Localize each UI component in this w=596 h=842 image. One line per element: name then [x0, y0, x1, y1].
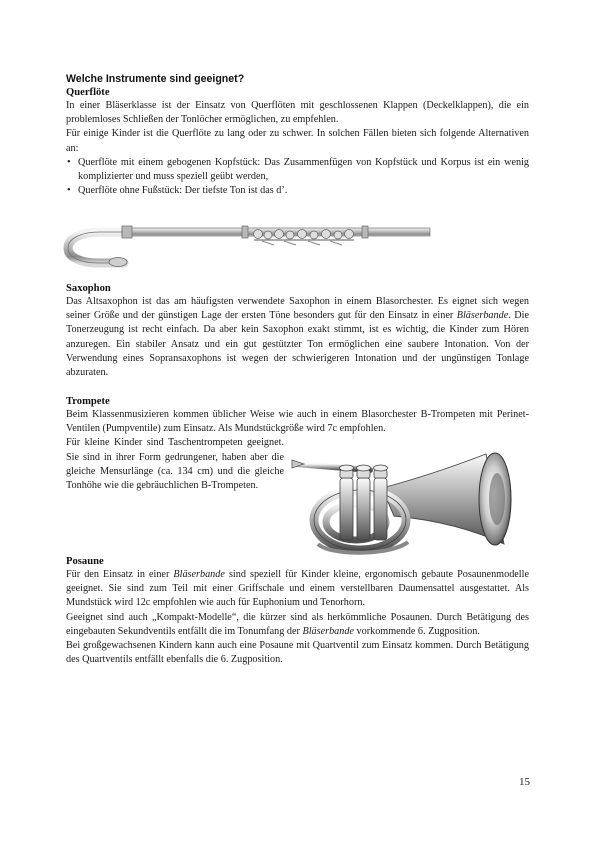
section-saxophone — [66, 282, 529, 380]
list-item: • Querflöte ohne Fußstück: Der tiefste Ton ist das d’. — [66, 184, 529, 198]
trombone-paragraph-1 — [66, 568, 529, 611]
emphasis-blaeserbande: Bläserbande — [302, 625, 354, 637]
text-span: vorkommende 6. Zugposition. — [353, 625, 480, 637]
page-number: 15 — [519, 776, 530, 788]
text-span: Für den Einsatz in einer — [66, 569, 174, 580]
flute-image — [62, 218, 434, 268]
section-flute — [66, 86, 529, 198]
flute-title: Querflöte — [66, 87, 110, 98]
text-span: Das Altsaxophon ist das am häufigsten verwendete Saxophon in einem Blasorchester. Es eignet sich wegen seiner Größe und der günstigen Lage der ersten Töne besonders gut für den Einsatz in einer — [66, 296, 529, 322]
text-span: sind speziell für Kinder kleine, ergonomisch gebaute Posaunenmodelle geeignet. Sie sind zum Teil mit einer Griffschale und einem verstellbaren Daumensattel ausgestattet. Als Mundstück wird 12c empfohlen wie auch für Euphonium und Tenorhorn. — [66, 569, 529, 609]
list-item: • Querflöte mit einem gebogenen Kopfstück: Das Zusammenfügen von Kopfstück und Korpus ist ein wenig komplizierter und muss speziell geübt werden, — [66, 156, 529, 184]
emphasis-blaeserbande: Bläserbande — [173, 569, 225, 580]
flute-alternatives-list — [66, 156, 529, 199]
trumpet-paragraph-2: Für kleine Kinder sind Taschentrompeten geeignet. Sie sind in ihrer Form gedrungener, haben aber die gleiche Mensurlänge (ca. 134 cm) und die gleiche Tonhöhe wie die gebräuchlichen B-Trompeten. — [66, 437, 284, 492]
trombone-paragraph-3: Bei großgewachsenen Kindern kann auch eine Posaune mit Quartventil zum Einsatz kommen. Durch Betätigung des Quartventils entfällt ebenfalls die 6. Zugposition. — [66, 640, 529, 666]
saxophone-paragraph — [66, 295, 529, 380]
text-span: . Die Tonerzeugung ist recht einfach. Da aber kein Saxophon exakt stimmt, ist es wichtig, die Kinder zum Hören anzuregen. Ein stabiler Ansatz und ein gut gestützter Ton ermöglichen eine saubere Intonation. Von der Verwendung eines Sopransaxophons ist wegen der schwierigeren Intonation und der ungünstigen Tonlage abzuraten. — [66, 310, 529, 379]
flute-paragraph-2: Für einige Kinder ist die Querflöte zu lang oder zu schwer. In solchen Fällen bieten sich folgende Alternativen an: — [66, 128, 529, 154]
trombone-paragraph-2 — [66, 611, 529, 639]
trumpet-title: Trompete — [66, 396, 110, 407]
section-trombone — [66, 555, 529, 667]
trumpet-paragraph-1: Beim Klassenmusizieren kommen üblicher Weise wie auch in einem Blasorchester B-Trompeten mit Perinet-Ventilen (Pumpventile) zum Einsatz. Als Mundstückgröße wird 7c empfohlen. — [66, 409, 529, 435]
emphasis-blaeserbande: Bläserbande — [456, 310, 509, 322]
trombone-title: Posaune — [66, 556, 104, 567]
saxophone-title: Saxophon — [66, 283, 111, 294]
text-span: Geeignet sind auch „Kompakt-Modelle“, die kürzer sind als herkömmliche Posaunen. Durch Betätigung des eingebauten Sekundventils entfällt die im Tonumfang der — [66, 611, 529, 637]
page-heading: Welche Instrumente sind geeignet? — [66, 73, 245, 85]
flute-paragraph-1: In einer Bläserklasse ist der Einsatz von Querflöten mit geschlossenen Klappen (Deckelklappen), die ein problemloses Schließen der Tonlöcher ermöglichen, zu empfehlen. — [66, 100, 529, 126]
pocket-trumpet-image — [290, 448, 530, 560]
